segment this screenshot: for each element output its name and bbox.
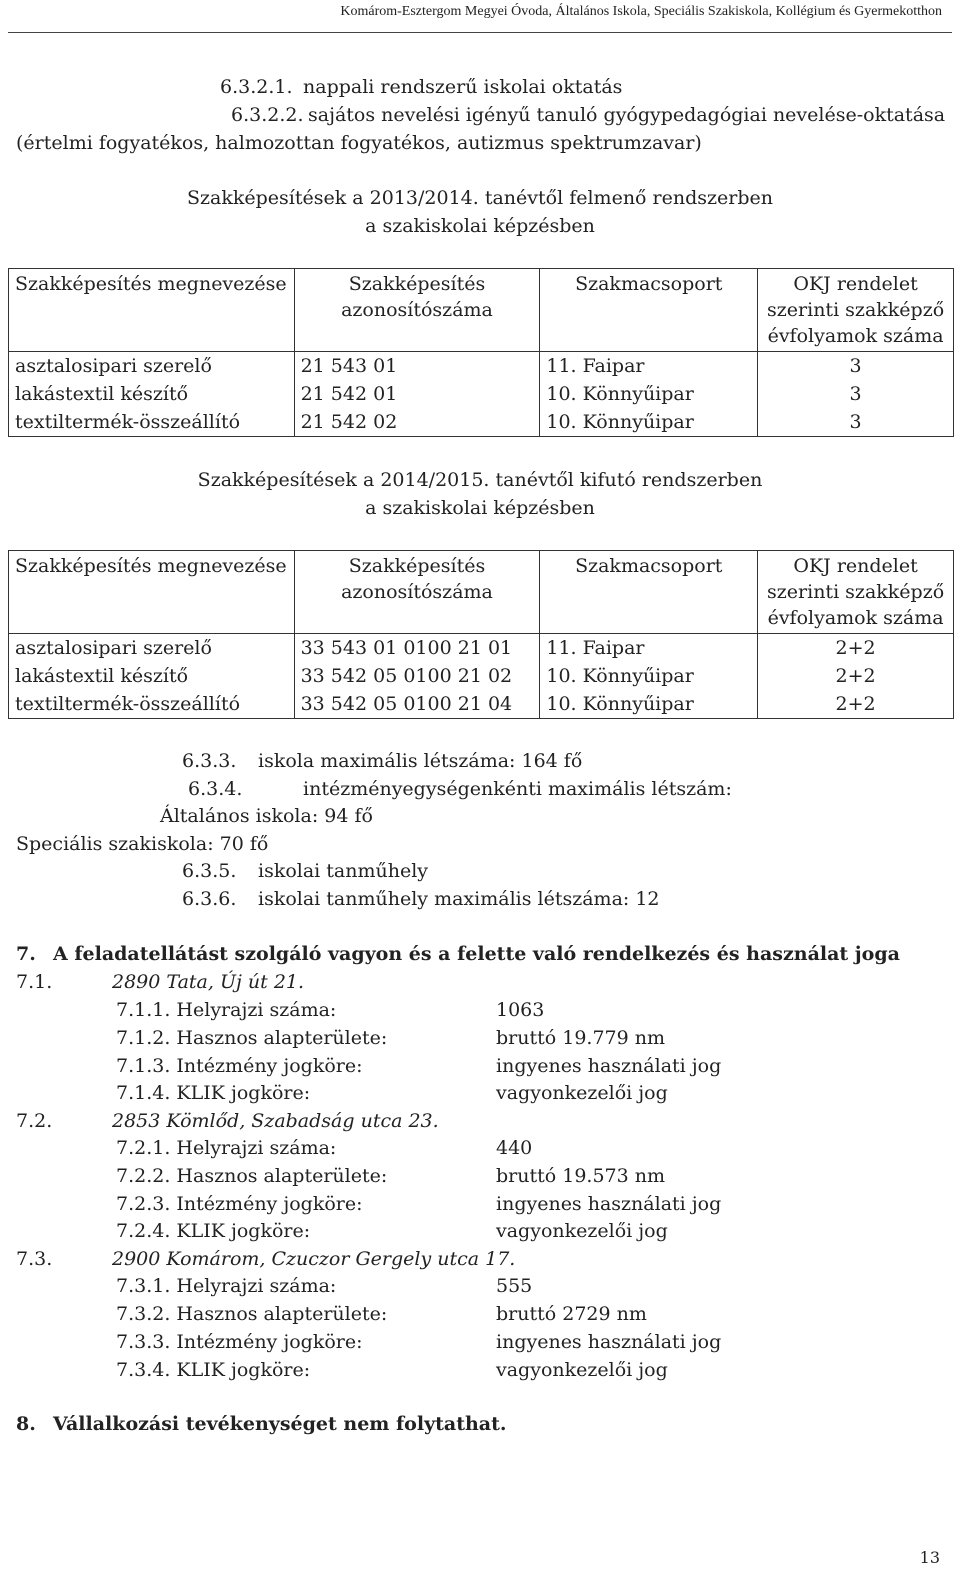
table-subtitle: a szakiskolai képzésben — [365, 215, 595, 237]
workshop-capacity: iskolai tanműhely maximális létszáma: 12 — [258, 888, 660, 910]
header-name: Szakképesítés megnevezése — [9, 551, 295, 634]
list-item-continuation: (értelmi fogyatékos, halmozottan fogyatékos, autizmus spektrumzavar) — [16, 132, 702, 154]
property-label: 7.2.1. Helyrajzi száma: — [116, 1137, 337, 1159]
table-subtitle: a szakiskolai képzésben — [365, 497, 595, 519]
property-value: 555 — [496, 1275, 533, 1297]
table-title: Szakképesítések a 2014/2015. tanévtől kifutó rendszerben — [197, 469, 763, 491]
property-value: 1063 — [496, 999, 545, 1021]
list-item-number: 6.3.2.1. — [220, 76, 293, 98]
property-label: 7.1.1. Helyrajzi száma: — [116, 999, 337, 1021]
table-header-row — [9, 551, 954, 634]
property-label: 7.3.1. Helyrajzi száma: — [116, 1275, 337, 1297]
capacity-special-school: Speciális szakiskola: 70 fő — [16, 833, 269, 855]
section-number: 6.3.5. — [182, 860, 237, 882]
section-number: 8. — [16, 1413, 36, 1435]
page-number: 13 — [919, 1548, 940, 1567]
property-value: vagyonkezelői jog — [496, 1082, 668, 1104]
property-label: 7.1.3. Intézmény jogköre: — [116, 1055, 363, 1077]
property-value: bruttó 19.779 nm — [496, 1027, 666, 1049]
section-number: 6.3.6. — [182, 888, 237, 910]
list-item-text: nappali rendszerű iskolai oktatás — [303, 76, 623, 98]
property-number: 7.3. — [16, 1248, 53, 1270]
table-row: asztalosipari szerelő 21 543 01 11. Faipar 3 — [9, 352, 954, 381]
property-label: 7.3.2. Hasznos alapterülete: — [116, 1303, 388, 1325]
header-divider — [8, 32, 952, 33]
property-value: 440 — [496, 1137, 533, 1159]
qualifications-table-2014 — [8, 550, 954, 719]
property-label: 7.1.4. KLIK jogköre: — [116, 1082, 311, 1104]
section-title: A feladatellátást szolgáló vagyon és a felette való rendelkezés és használat joga — [53, 943, 900, 965]
table-header-row — [9, 269, 954, 352]
header-group: Szakmacsoport — [540, 551, 758, 634]
property-address: 2853 Kömlőd, Szabadság utca 23. — [112, 1110, 439, 1132]
property-value: ingyenes használati jog — [496, 1331, 722, 1353]
table-row: asztalosipari szerelő 33 543 01 0100 21 01 11. Faipar 2+2 — [9, 634, 954, 663]
property-label: 7.2.3. Intézmény jogköre: — [116, 1193, 363, 1215]
property-value: vagyonkezelői jog — [496, 1359, 668, 1381]
capacity-general-school: Általános iskola: 94 fő — [160, 805, 373, 827]
header-id: Szakképesítés azonosítószáma — [294, 269, 540, 352]
section-number: 6.3.3. — [182, 750, 237, 772]
page-header: Komárom-Esztergom Megyei Óvoda, Általános Iskola, Speciális Szakiskola, Kollégium és Gyermekotthon — [340, 4, 942, 19]
property-value: ingyenes használati jog — [496, 1193, 722, 1215]
section-number: 7. — [16, 943, 36, 965]
list-item-text: sajátos nevelési igényű tanuló gyógypedagógiai nevelése-oktatása — [308, 104, 946, 126]
property-value: bruttó 2729 nm — [496, 1303, 647, 1325]
table-row: textiltermék-összeállító 33 542 05 0100 21 04 10. Könnyűipar 2+2 — [9, 690, 954, 719]
list-item-number: 6.3.2.2. — [231, 104, 304, 126]
property-label: 7.3.4. KLIK jogköre: — [116, 1359, 311, 1381]
property-value: ingyenes használati jog — [496, 1055, 722, 1077]
table-row: lakástextil készítő 21 542 01 10. Könnyűipar 3 — [9, 380, 954, 408]
table-row: textiltermék-összeállító 21 542 02 10. Könnyűipar 3 — [9, 408, 954, 437]
qualifications-table-2013 — [8, 268, 954, 437]
capacity-total: iskola maximális létszáma: 164 fő — [258, 750, 583, 772]
header-id: Szakképesítés azonosítószáma — [294, 551, 540, 634]
property-address: 2900 Komárom, Czuczor Gergely utca 17. — [112, 1248, 516, 1270]
header-years: OKJ rendelet szerinti szakképző évfolyamok száma — [758, 551, 954, 634]
property-label: 7.1.2. Hasznos alapterülete: — [116, 1027, 388, 1049]
capacity-per-unit-heading: intézményegységenkénti maximális létszám: — [303, 778, 732, 800]
property-value: bruttó 19.573 nm — [496, 1165, 666, 1187]
workshop-label: iskolai tanműhely — [258, 860, 429, 882]
header-name: Szakképesítés megnevezése — [9, 269, 295, 352]
property-number: 7.2. — [16, 1110, 53, 1132]
section-number: 6.3.4. — [188, 778, 243, 800]
table-row: lakástextil készítő 33 542 05 0100 21 02 10. Könnyűipar 2+2 — [9, 662, 954, 690]
property-label: 7.2.4. KLIK jogköre: — [116, 1220, 311, 1242]
property-number: 7.1. — [16, 971, 53, 993]
table-title: Szakképesítések a 2013/2014. tanévtől felmenő rendszerben — [187, 187, 773, 209]
header-years: OKJ rendelet szerinti szakképző évfolyamok száma — [758, 269, 954, 352]
property-address: 2890 Tata, Új út 21. — [112, 971, 305, 993]
property-label: 7.2.2. Hasznos alapterülete: — [116, 1165, 388, 1187]
section-title: Vállalkozási tevékenységet nem folytathat. — [53, 1413, 507, 1435]
property-label: 7.3.3. Intézmény jogköre: — [116, 1331, 363, 1353]
property-value: vagyonkezelői jog — [496, 1220, 668, 1242]
header-group: Szakmacsoport — [540, 269, 758, 352]
